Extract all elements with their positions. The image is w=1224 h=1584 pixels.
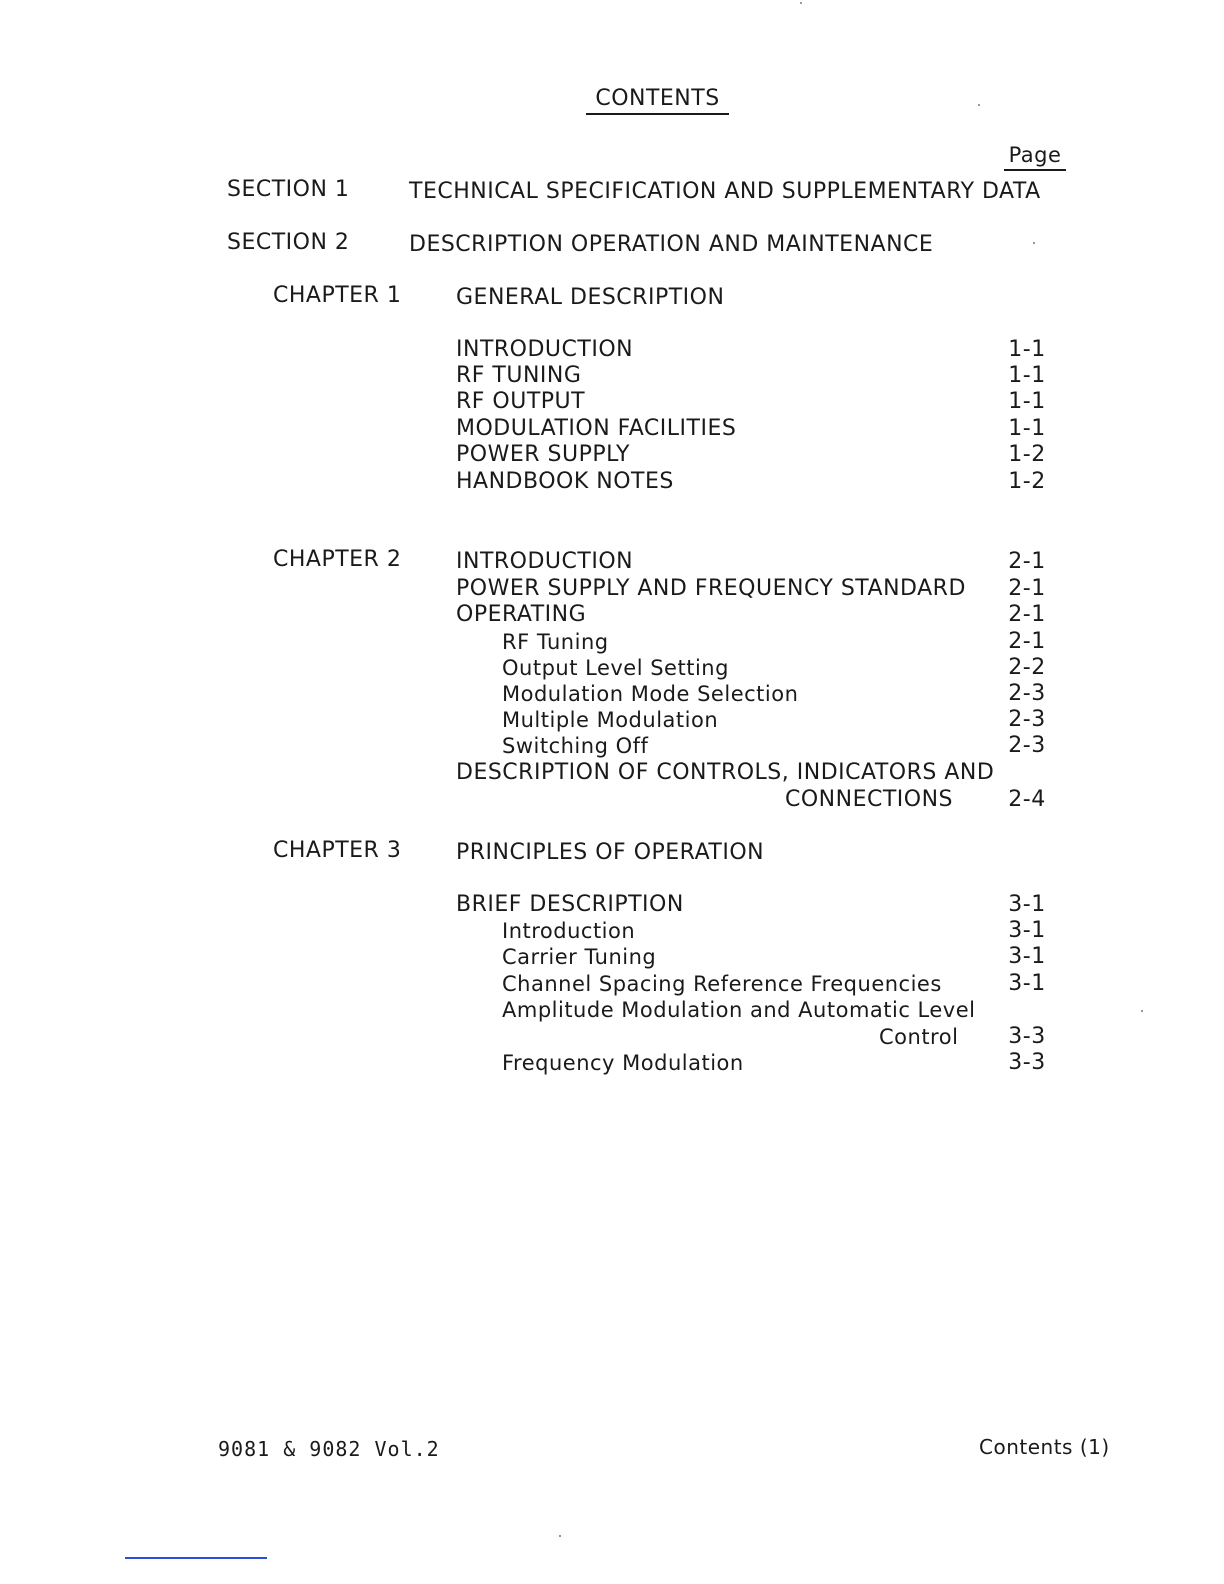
page-column-header: Page <box>1004 142 1066 171</box>
toc-page-number: 1-1 <box>1008 337 1046 362</box>
toc-entry: INTRODUCTION <box>456 549 634 574</box>
toc-entry: POWER SUPPLY AND FREQUENCY STANDARD <box>456 576 966 601</box>
toc-page-number: 2-3 <box>1008 733 1046 758</box>
scan-speck <box>1033 242 1035 244</box>
toc-subentry: RF Tuning <box>502 630 609 654</box>
toc-subentry: Amplitude Modulation and Automatic Level <box>502 998 976 1022</box>
toc-subentry: Carrier Tuning <box>502 945 657 969</box>
section-title: DESCRIPTION OPERATION AND MAINTENANCE <box>409 232 934 257</box>
toc-page-number: 1-1 <box>1008 389 1046 414</box>
toc-subentry: Switching Off <box>502 734 649 758</box>
toc-subentry: Output Level Setting <box>502 656 729 680</box>
section-label: SECTION 2 <box>227 230 350 255</box>
toc-entry: HANDBOOK NOTES <box>456 469 674 494</box>
toc-page-number: 1-1 <box>1008 416 1046 441</box>
toc-page-number: 2-2 <box>1008 655 1046 680</box>
scan-speck <box>800 2 802 4</box>
toc-page-number: 3-3 <box>1008 1050 1046 1075</box>
toc-page-number: 3-1 <box>1008 918 1046 943</box>
section-title: TECHNICAL SPECIFICATION AND SUPPLEMENTARY DATA <box>409 179 1041 204</box>
toc-page-number: 1-2 <box>1008 442 1046 467</box>
toc-page-number: 2-3 <box>1008 681 1046 706</box>
toc-entry: OPERATING <box>456 602 587 627</box>
toc-entry-continuation: Control <box>879 1025 959 1049</box>
toc-subentry: Introduction <box>502 919 636 943</box>
chapter-title: PRINCIPLES OF OPERATION <box>456 840 765 865</box>
chapter-label: CHAPTER 2 <box>273 547 402 572</box>
toc-page-number: 1-2 <box>1008 469 1046 494</box>
scan-speck <box>559 1535 561 1537</box>
toc-entry: POWER SUPPLY <box>456 442 630 467</box>
toc-entry: INTRODUCTION <box>456 337 634 362</box>
toc-page-number: 1-1 <box>1008 363 1046 388</box>
toc-entry: BRIEF DESCRIPTION <box>456 892 684 917</box>
footer-page-label: Contents (1) <box>979 1435 1110 1459</box>
toc-entry: DESCRIPTION OF CONTROLS, INDICATORS AND <box>456 760 995 785</box>
toc-page-number: 2-4 <box>1008 787 1046 812</box>
chapter-title: GENERAL DESCRIPTION <box>456 285 725 310</box>
toc-entry-continuation: CONNECTIONS <box>785 787 954 812</box>
footer-document-id: 9081 & 9082 Vol.2 <box>218 1437 440 1461</box>
toc-page-number: 2-1 <box>1008 602 1046 627</box>
toc-page-number: 3-3 <box>1008 1024 1046 1049</box>
toc-subentry: Channel Spacing Reference Frequencies <box>502 972 942 996</box>
toc-entry: MODULATION FACILITIES <box>456 416 737 441</box>
section-label: SECTION 1 <box>227 177 350 202</box>
toc-page-number: 2-3 <box>1008 707 1046 732</box>
toc-subentry: Frequency Modulation <box>502 1051 744 1075</box>
chapter-label: CHAPTER 1 <box>273 283 402 308</box>
scan-speck <box>978 104 980 106</box>
toc-page-number: 2-1 <box>1008 576 1046 601</box>
toc-page-number: 2-1 <box>1008 549 1046 574</box>
toc-entry: RF TUNING <box>456 363 582 388</box>
toc-subentry: Multiple Modulation <box>502 708 719 732</box>
toc-page-number: 3-1 <box>1008 892 1046 917</box>
toc-entry: RF OUTPUT <box>456 389 586 414</box>
toc-subentry: Modulation Mode Selection <box>502 682 799 706</box>
scan-speck <box>1141 1010 1143 1012</box>
toc-page-number: 3-1 <box>1008 944 1046 969</box>
chapter-label: CHAPTER 3 <box>273 838 402 863</box>
toc-page-number: 2-1 <box>1008 629 1046 654</box>
toc-page-number: 3-1 <box>1008 971 1046 996</box>
contents-title: CONTENTS <box>586 86 729 115</box>
scan-artifact-line <box>125 1557 267 1559</box>
